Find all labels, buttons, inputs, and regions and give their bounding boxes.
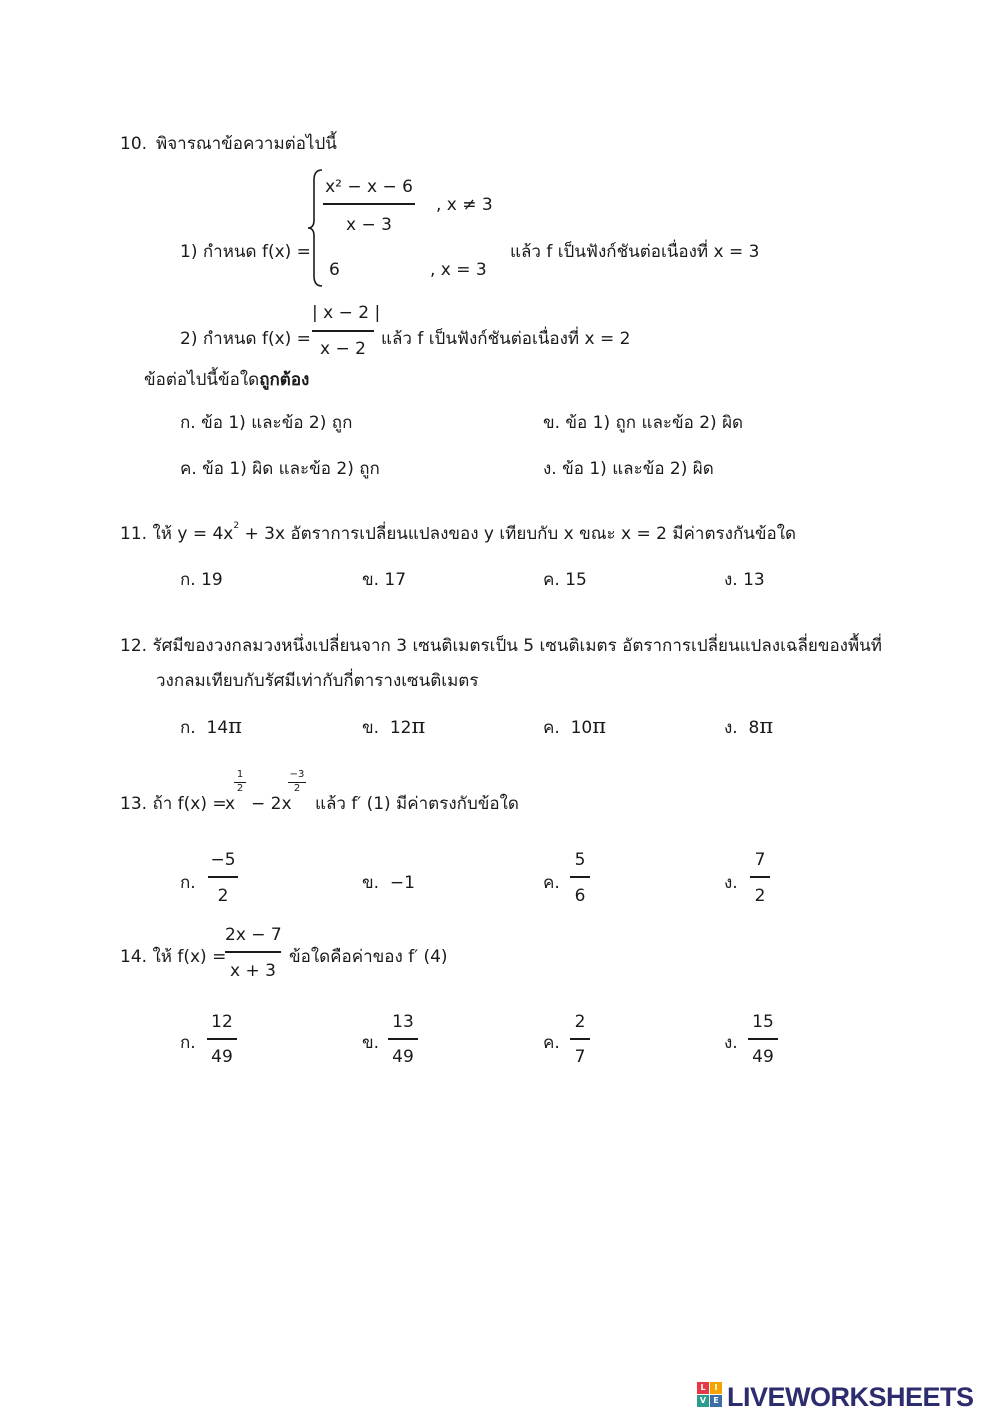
choice-denominator: 49 (211, 1047, 233, 1067)
q13-choice-c-label[interactable]: ค. (543, 873, 560, 893)
choice-value: 14 (206, 718, 229, 738)
choice-denominator: 2 (754, 886, 766, 906)
pi-symbol: π (759, 714, 774, 738)
logo-text: LIVEWORKSHEETS (727, 1382, 974, 1412)
q13-tail: แล้ว f′ (1) มีค่าตรงกับข้อใด (315, 794, 519, 814)
choice-label: ค. (543, 718, 560, 738)
q14-denominator: x + 3 (230, 961, 276, 981)
q14-choice-b-label[interactable]: ข. (362, 1033, 380, 1053)
q14-fraction (225, 926, 281, 984)
q11-prefix: 11. ให้ y = 4x (120, 524, 234, 544)
q11-choice-a[interactable]: ก. 19 (180, 570, 223, 590)
q14-choice-a-label[interactable]: ก. (180, 1033, 196, 1053)
q10-case1-denominator: x − 3 (346, 215, 392, 235)
q13-exp2-den: 2 (293, 783, 301, 794)
choice-numerator: 7 (754, 850, 766, 870)
fraction-bar (748, 1038, 778, 1040)
q13-mid: − 2x (251, 794, 292, 814)
logo-box-2: I (710, 1382, 722, 1394)
q10-s2-fraction (312, 303, 381, 362)
q12-line2: วงกลมเทียบกับรัศมีเท่ากับกี่ตารางเซนติเมตร (156, 671, 479, 691)
choice-numerator: −5 (210, 850, 236, 870)
q13-choice-a-fraction[interactable] (208, 850, 238, 906)
pi-symbol: π (228, 714, 242, 738)
q10-s2-numerator: | x − 2 | (312, 303, 381, 323)
fraction-bar (750, 876, 770, 878)
pi-symbol: π (411, 714, 426, 738)
q10-s2-tail: แล้ว f เป็นฟังก์ชันต่อเนื่องที่ x = 2 (381, 329, 631, 349)
q10-case2-value: 6 (329, 260, 340, 280)
q10-s2-denominator: x − 2 (320, 339, 366, 359)
q14-choice-c-label[interactable]: ค. (543, 1033, 560, 1053)
q13-x1: x (225, 794, 236, 814)
q10-case1-fraction (323, 176, 415, 236)
q13-choice-d-label[interactable]: ง. (724, 873, 738, 893)
choice-numerator: 13 (392, 1012, 414, 1032)
q10-question (144, 372, 309, 389)
q13-choice-d-fraction[interactable] (750, 850, 770, 906)
q13-lead: 13. ถ้า f(x) = (120, 794, 227, 814)
q10-number: 10. (120, 134, 148, 154)
q11-choice-c[interactable]: ค. 15 (543, 570, 587, 590)
q11-exponent: 2 (233, 521, 240, 531)
q10-s1-lead: 1) กำหนด f(x) = (180, 242, 311, 262)
q11-stem (120, 521, 797, 544)
choice-denominator: 49 (392, 1047, 414, 1067)
q11-choice-d[interactable]: ง. 13 (724, 570, 765, 590)
q10-case1-condition: , x ≠ 3 (436, 195, 493, 215)
choice-value: −1 (389, 873, 415, 893)
choice-label: ข. (362, 718, 380, 738)
q14-choice-c-fraction[interactable] (570, 1012, 590, 1068)
choice-denominator: 2 (217, 886, 229, 906)
choice-numerator: 2 (574, 1012, 586, 1032)
q11-suffix: + 3x อัตราการเปลี่ยนแปลงของ y เทียบกับ x ขณะ x = 2 มีค่าตรงกันข้อใด (239, 524, 797, 544)
fraction-bar (207, 1038, 237, 1040)
choice-label: ง. (724, 718, 738, 738)
q10-case1-numerator: x² − x − 6 (325, 177, 413, 197)
q12-line1: 12. รัศมีของวงกลมวงหนึ่งเปลี่ยนจาก 3 เซนติเมตรเป็น 5 เซนติเมตร อัตราการเปลี่ยนแปลงเฉลี่ยของพื้นที่ (120, 636, 883, 656)
q10-question-prefix: ข้อต่อไปนี้ข้อใด (144, 370, 260, 390)
fraction-bar (312, 330, 374, 332)
q13-choice-a-label[interactable]: ก. (180, 873, 196, 893)
q14-choice-b-fraction[interactable] (388, 1012, 418, 1068)
q13-exp1-den: 2 (236, 783, 244, 794)
liveworksheets-logo (697, 1380, 993, 1410)
q13-exp2 (288, 770, 306, 796)
fraction-bar (208, 876, 238, 878)
choice-value: 10 (570, 718, 593, 738)
q10-s1-tail: แล้ว f เป็นฟังก์ชันต่อเนื่องที่ x = 3 (510, 242, 760, 262)
choice-value: 12 (389, 718, 412, 738)
q14-choice-d-fraction[interactable] (748, 1012, 778, 1068)
q12-choice-d[interactable] (724, 716, 773, 737)
q14-lead: 14. ให้ f(x) = (120, 947, 227, 967)
q14-numerator: 2x − 7 (225, 925, 282, 945)
q10-prompt: พิจารณาข้อความต่อไปนี้ (156, 134, 337, 154)
choice-label: ก. (180, 718, 196, 738)
choice-label: ข. (362, 873, 380, 893)
fraction-bar (570, 1038, 590, 1040)
fraction-bar (388, 1038, 418, 1040)
q13-exp1 (234, 770, 246, 796)
q14-choice-d-label[interactable]: ง. (724, 1033, 738, 1053)
choice-numerator: 5 (574, 850, 586, 870)
q12-choice-b[interactable] (362, 716, 425, 737)
q14-tail: ข้อใดคือค่าของ f′ (4) (289, 947, 448, 967)
q10-choice-c[interactable]: ค. ข้อ 1) ผิด และข้อ 2) ถูก (180, 459, 380, 479)
choice-denominator: 6 (574, 886, 586, 906)
fraction-bar (570, 876, 590, 878)
q13-exp2-num: −3 (289, 769, 305, 780)
choice-value: 8 (748, 718, 760, 738)
q10-question-bold: ถูกต้อง (259, 370, 310, 390)
q12-choice-a[interactable] (180, 716, 242, 737)
q10-s2-lead: 2) กำหนด f(x) = (180, 329, 311, 349)
q12-choice-c[interactable] (543, 716, 606, 737)
q10-choice-b[interactable]: ข. ข้อ 1) ถูก และข้อ 2) ผิด (543, 413, 744, 433)
q10-choice-a[interactable]: ก. ข้อ 1) และข้อ 2) ถูก (180, 413, 353, 433)
q13-exp1-num: 1 (236, 769, 244, 780)
choice-numerator: 15 (752, 1012, 774, 1032)
choice-numerator: 12 (211, 1012, 233, 1032)
q10-choice-d[interactable]: ง. ข้อ 1) และข้อ 2) ผิด (543, 459, 714, 479)
fraction-bar (323, 203, 415, 205)
pi-symbol: π (592, 714, 607, 738)
fraction-bar (225, 951, 281, 953)
q11-choice-b[interactable]: ข. 17 (362, 570, 407, 590)
q13-choice-b[interactable] (362, 875, 415, 892)
q14-choice-a-fraction[interactable] (207, 1012, 237, 1068)
choice-denominator: 49 (752, 1047, 774, 1067)
q13-choice-c-fraction[interactable] (570, 850, 590, 906)
logo-box-3: V (697, 1395, 709, 1407)
q10-case2-condition: , x = 3 (430, 260, 487, 280)
logo-box-4: E (710, 1395, 722, 1407)
logo-box-1: L (697, 1382, 709, 1394)
choice-denominator: 7 (574, 1047, 586, 1067)
